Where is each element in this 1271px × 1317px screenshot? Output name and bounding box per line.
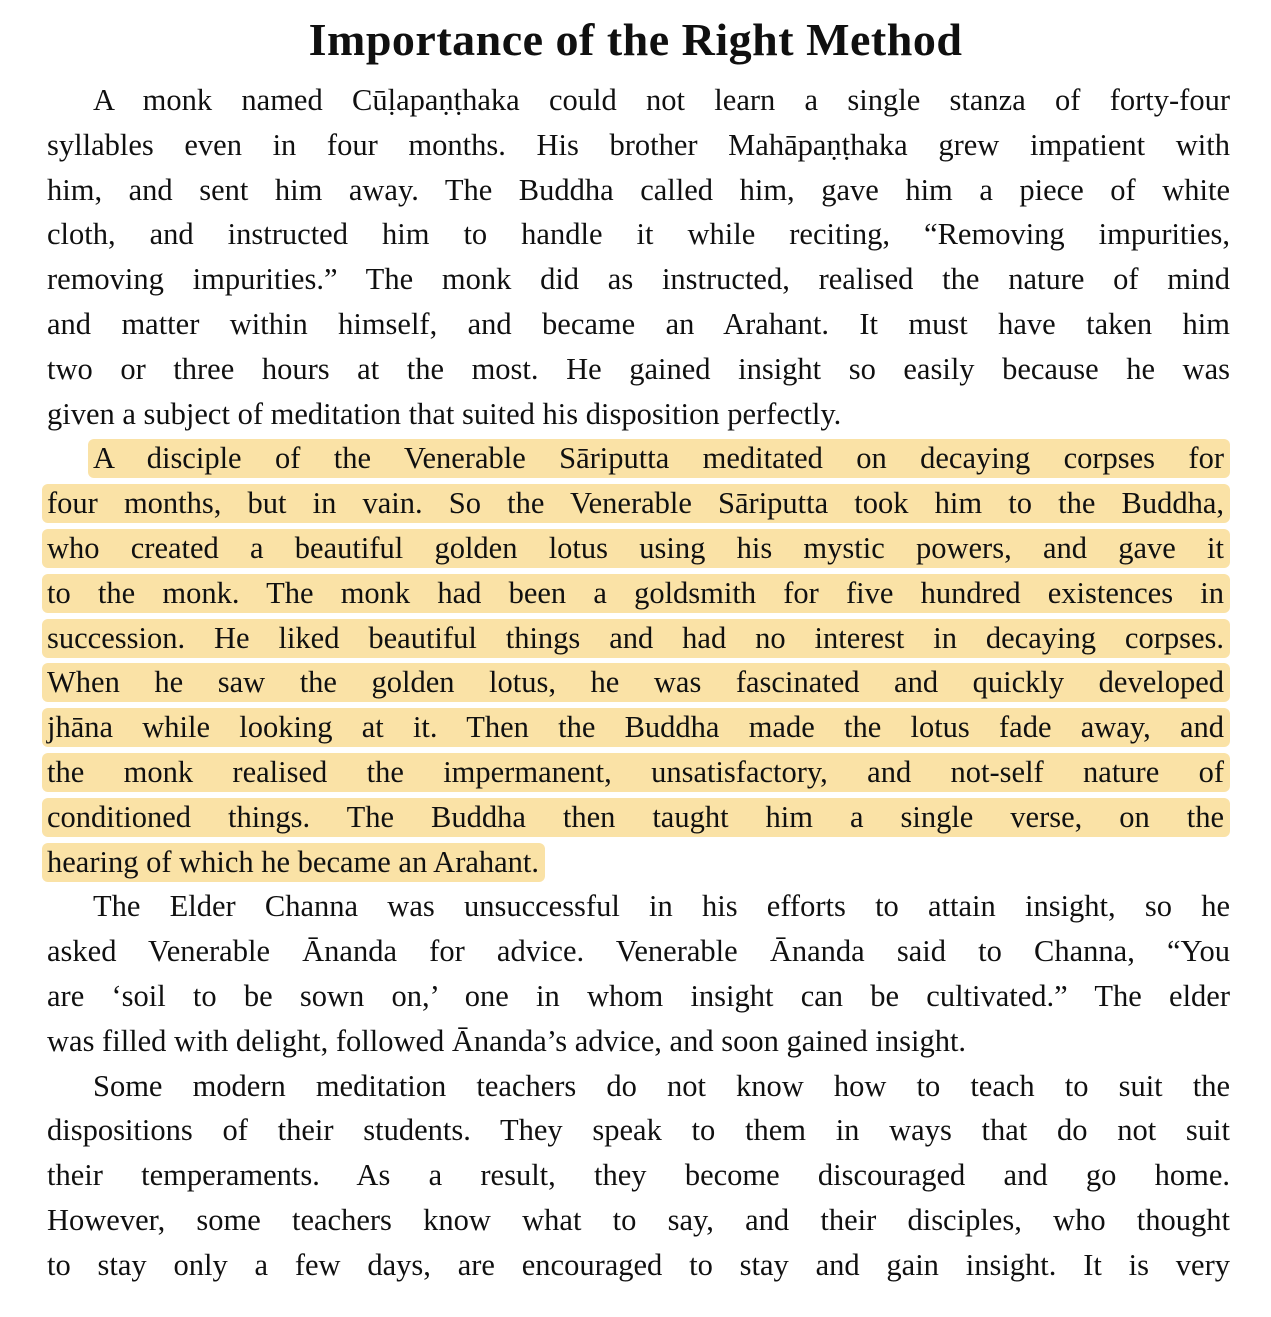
highlight: jhāna while looking at it. Then the Buddha made the lotus fade away, and — [42, 708, 1230, 747]
text-line: given a subject of meditation that suited his disposition perfectly. — [47, 396, 842, 431]
text-line: removing impurities.” The monk did as instructed, realised the nature of mind — [47, 262, 1230, 297]
text-line: dispositions of their students. They speak to them in ways that do not suit — [47, 1113, 1230, 1148]
highlight: who created a beautiful golden lotus using his mystic powers, and gave it — [42, 529, 1230, 568]
text-line: are ‘soil to be sown on,’ one in whom insight can be cultivated.” The elder — [47, 978, 1230, 1013]
text-line: A monk named Cūḷapaṇṭhaka could not learn a single stanza of forty-four — [93, 83, 1230, 117]
paragraph-highlighted — [47, 436, 1230, 884]
text-line: syllables even in four months. His brother Mahāpaṇṭhaka grew impatient with — [47, 127, 1230, 162]
highlight: the monk realised the impermanent, unsatisfactory, and not-self nature of — [42, 753, 1230, 792]
text-line — [47, 795, 1230, 840]
text-line — [47, 571, 1230, 616]
text-line: was filled with delight, followed Ānanda’s advice, and soon gained insight. — [47, 1023, 967, 1058]
highlight: A disciple of the Venerable Sāriputta meditated on decaying corpses for — [88, 439, 1230, 478]
text-content — [47, 78, 1230, 1288]
page-title: Importance of the Right Method — [308, 14, 963, 65]
paragraph — [47, 1064, 1230, 1288]
highlight: When he saw the golden lotus, he was fascinated and quickly developed — [42, 663, 1230, 702]
paragraph — [47, 78, 1230, 436]
text-line: However, some teachers know what to say, and their disciples, who thought — [47, 1202, 1230, 1237]
text-line: asked Venerable Ānanda for advice. Venerable Ānanda said to Channa, “You — [47, 934, 1230, 969]
text-line — [47, 750, 1230, 795]
text-line — [47, 840, 1230, 885]
text-line — [47, 660, 1230, 705]
highlight: conditioned things. The Buddha then taught him a single verse, on the — [42, 798, 1230, 837]
highlight: four months, but in vain. So the Venerable Sāriputta took him to the Buddha, — [42, 484, 1230, 523]
highlight: hearing of which he became an Arahant. — [42, 843, 545, 882]
text-line — [47, 436, 1230, 481]
text-line: two or three hours at the most. He gained insight so easily because he was — [47, 351, 1230, 386]
text-line — [47, 481, 1230, 526]
text-line: their temperaments. As a result, they become discouraged and go home. — [47, 1158, 1230, 1193]
text-line: cloth, and instructed him to handle it while reciting, “Removing impurities, — [47, 217, 1230, 252]
highlight: to the monk. The monk had been a goldsmith for five hundred existences in — [42, 574, 1230, 613]
text-line: The Elder Channa was unsuccessful in his efforts to attain insight, so he — [93, 889, 1230, 924]
highlight: succession. He liked beautiful things and had no interest in decaying corpses. — [42, 619, 1230, 658]
paragraph — [47, 884, 1230, 1063]
text-line — [47, 526, 1230, 571]
text-line: him, and sent him away. The Buddha called him, gave him a piece of white — [47, 172, 1230, 207]
text-line: to stay only a few days, are encouraged to stay and gain insight. It is very — [47, 1247, 1230, 1282]
text-line: and matter within himself, and became an Arahant. It must have taken him — [47, 306, 1230, 341]
text-line: Some modern meditation teachers do not know how to teach to suit the — [93, 1068, 1230, 1103]
text-line — [47, 705, 1230, 750]
text-line — [47, 616, 1230, 661]
